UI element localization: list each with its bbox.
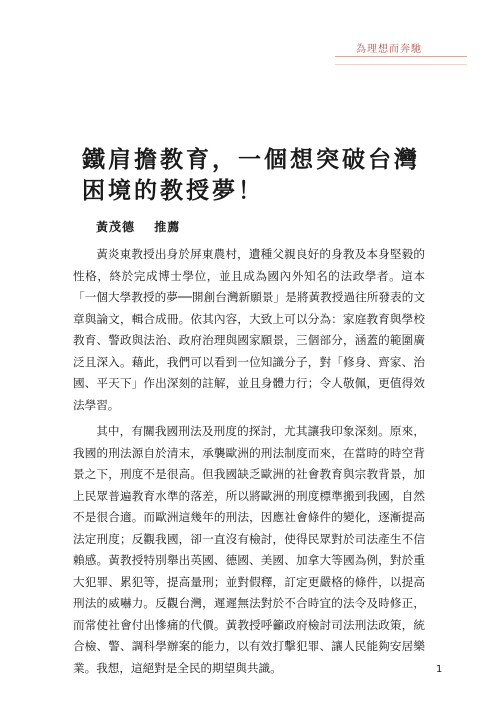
article-body	[73, 244, 425, 684]
header-rule	[335, 56, 467, 57]
paragraph: 黃炎東教授出身於屏東農村，遺種父親良好的身教及本身堅毅的性格，終於完成博士學位，並且成為國內外知名的法政學者。這本「一個大學教授的夢──開創台灣新願景」是將黃教授過往所發表的文章與論文，輯合成冊。依其內容，大致上可以分為：家庭教育與學校教育、警政與法治、政府治理與國家願景，三個部分，涵蓋的範圍廣泛且深入。藉此，我們可以看到一位知識分子，對「修身、齊家、治國、平天下」作出深刻的註解，並且身體力行；令人敬佩，更值得效法學習。	[73, 247, 425, 412]
article-title: 鐵肩擔教育，一個想突破台灣困境的教授夢！	[82, 146, 420, 204]
author-name: 黃茂德	[96, 220, 136, 234]
header-rule-secondary	[335, 64, 467, 65]
byline	[96, 218, 194, 235]
paragraph: 其中，有關我國刑法及刑度的探討，尤其讓我印象深刻。原來，我國的刑法源自於清末，承襲歐洲的刑法制度而來，在當時的時空背景之下，刑度不是很高。但我國缺乏歐洲的社會教育與宗教背景，加上民眾普遍教育水準的落差，所以將歐洲的刑度標準搬到我國，自然不是很合適。而歐洲這幾年的刑法，因應社會條件的變化，逐漸提高法定刑度；反觀我國，卻一直沒有檢討，使得民眾對於司法產生不信賴感。黃教授特別舉出英國、德國、美國、加拿大等國為例，對於重大犯罪、累犯等，提高量刑；並對假釋，訂定更嚴格的條件，以提高刑法的威嚇力。反觀台灣，遲遲無法對於不合時宜的法令及時修正，而常使社會付出慘痛的代價。黃教授呼籲政府檢討司法刑法政策，統合檢、警、調科學辦案的能力，以有效打擊犯罪、讓人民能夠安居樂業。我想，這絕對是全民的期望與共識。	[73, 424, 425, 675]
running-header: 為理想而奔馳	[356, 44, 422, 55]
page-number: 1	[436, 664, 443, 675]
author-role: 推薦	[154, 220, 181, 234]
